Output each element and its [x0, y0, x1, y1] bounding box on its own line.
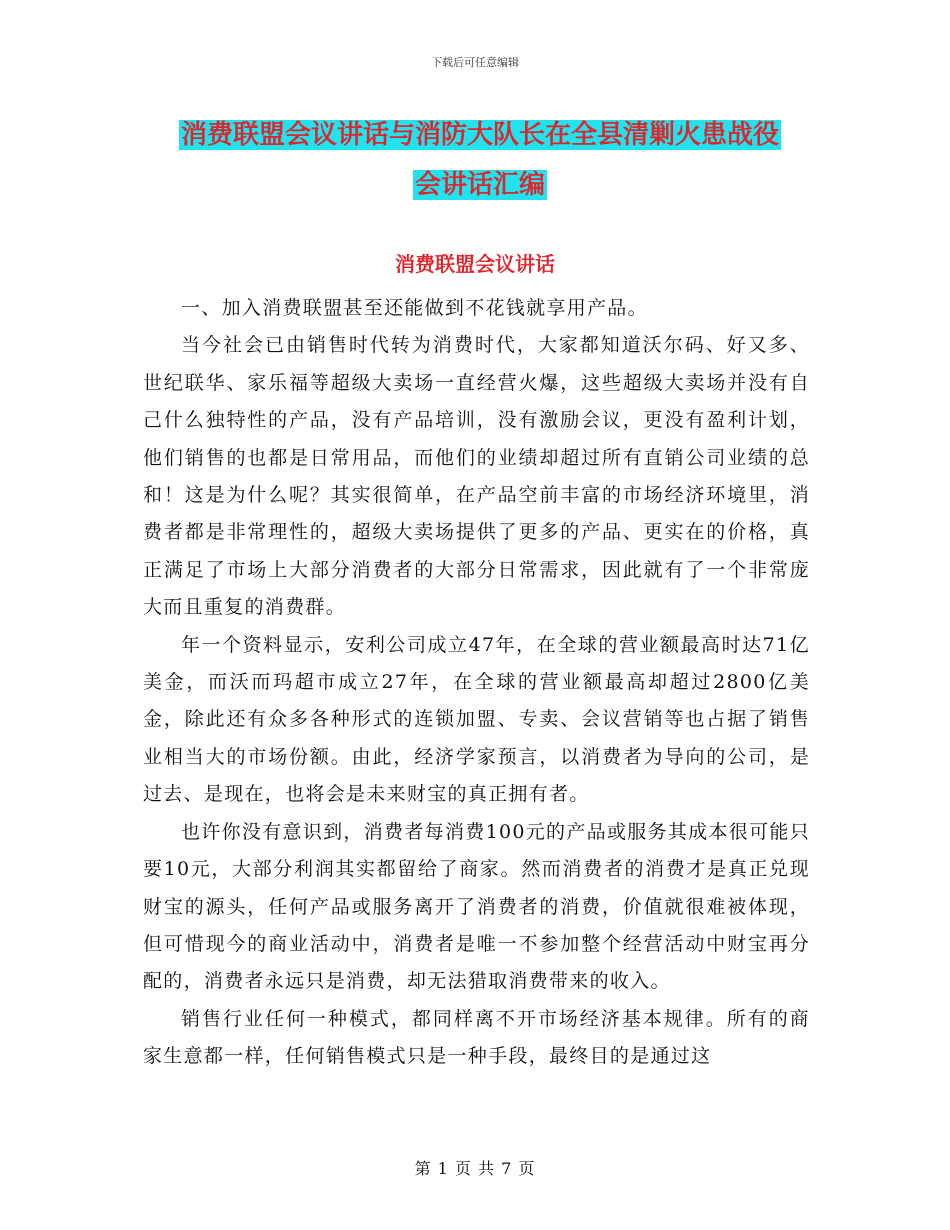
page-footer: 第 1 页 共 7 页	[414, 1159, 536, 1178]
paragraph: 销售行业任何一种模式，都同样离不开市场经济基本规律。所有的商家生意都一样，任何销售模式只是一种手段，最终目的是通过这	[143, 1007, 810, 1068]
document-title	[140, 110, 820, 210]
paragraph: 当今社会已由销售时代转为消费时代，大家都知道沃尔码、好又多、世纪联华、家乐福等超级大卖场一直经营火爆，这些超级大卖场并没有自己什么独特性的产品，没有产品培训，没有激励会议，更没有盈利计划，他们销售的也都是日常用品，而他们的业绩却超过所有直销公司业绩的总和！这是为什么呢？其实很简单，在产品空前丰富的市场经济环境里，消费者都是非常理性的，超级大卖场提供了更多的产品、更实在的价格，真正满足了市场上大部分消费者的大部分日常需求，因此就有了一个非常庞大而且重复的消费群。	[143, 334, 810, 619]
document-title-line-1: 消费联盟会议讲话与消防大队长在全县清剿火患战役	[180, 120, 779, 150]
body-text	[143, 290, 810, 1076]
paragraph: 也许你没有意识到，消费者每消费100元的产品或服务其成本很可能只要10元，大部分利润其实都留给了商家。然而消费者的消费才是真正兑现财宝的源头，任何产品或服务离开了消费者的消费，价值就很难被体现，但可惜现今的商业活动中，消费者是唯一不参加整个经营活动中财宝再分配的，消费者永远只是消费，却无法猎取消费带来的收入。	[143, 820, 810, 993]
paragraph: 一、加入消费联盟甚至还能做到不花钱就享用产品。	[181, 297, 648, 319]
header-note: 下载后可任意编辑	[431, 56, 519, 69]
paragraph: 年一个资料显示，安利公司成立47年，在全球的营业额最高时达71亿美金，而沃而玛超市成立27年，在全球的营业额最高却超过2800亿美金，除此还有众多各种形式的连锁加盟、专卖、会议营销等也占据了销售业相当大的市场份额。由此，经济学家预言，以消费者为导向的公司，是过去、是现在，也将会是未来财宝的真正拥有者。	[143, 633, 810, 806]
section-title: 消费联盟会议讲话	[395, 252, 555, 276]
document-title-line-2: 会讲话汇编	[414, 170, 545, 200]
